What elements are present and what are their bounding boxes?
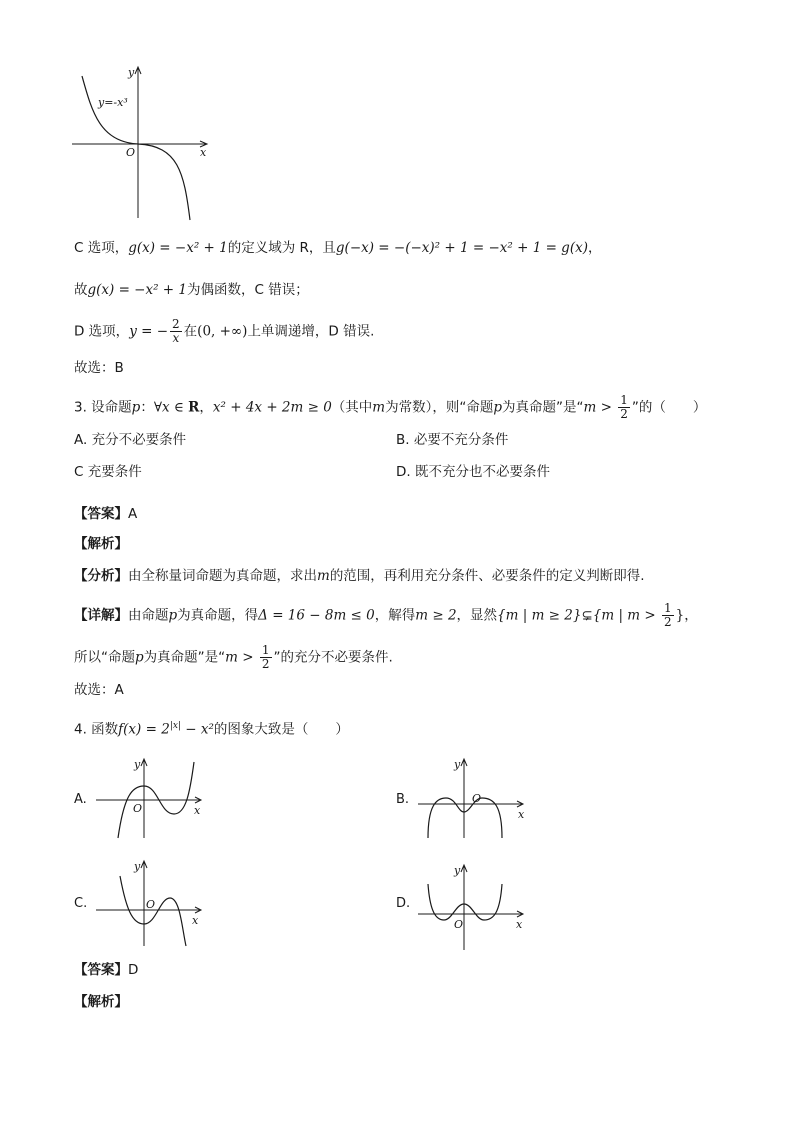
q3-jiexi: 【解析】 (74, 536, 128, 552)
c-option-line: C 选项，g(x) = −x² + 1的定义域为 R，且g(−x) = −(−x)² + 1 = −x² + 1 = g(x)， (74, 240, 602, 256)
y-axis-label: y (128, 66, 135, 79)
svg-text:O: O (454, 918, 464, 931)
q4-answer: 【答案】D (74, 962, 139, 978)
q3-option-b: B. 必要不充分条件 (396, 432, 509, 448)
select-b: 故选：B (74, 360, 124, 376)
origin-label: O (126, 146, 136, 159)
svg-text:y: y (134, 758, 141, 771)
curve-d (428, 884, 502, 920)
q4-graph-b (418, 756, 530, 840)
curve-label: y=-x³ (98, 96, 128, 109)
q4-option-a-label: A. (74, 792, 87, 807)
svg-text:x: x (194, 804, 201, 817)
q3-xiangjie: 【详解】由命题p为真命题，得Δ = 16 − 8m ≤ 0，解得m ≥ 2，显然{m | m ≥ 2}⊊{m | m > $\frac{1}{2}$ }， (74, 601, 698, 629)
d-option-line: D 选项，y = − $\frac{2}{x}$ 在(0, +∞)上单调递增，D 错误. (74, 317, 375, 345)
graph-y-neg-x-cubed (66, 62, 216, 222)
q3-answer: 【答案】A (74, 506, 138, 522)
x-axis-label: x (200, 146, 207, 159)
q4-jiexi: 【解析】 (74, 994, 128, 1010)
q4-option-b-label: B. (396, 792, 410, 807)
c-conclusion-line: 故g(x) = −x² + 1为偶函数，C 错误； (74, 282, 309, 298)
q3-fenxi: 【分析】由全称量词命题为真命题，求出m的范围，再利用充分条件、必要条件的定义判断即得. (74, 568, 645, 584)
q3-conclusion: 所以“命题p为真命题”是“m > $\frac{1}{2}$ ”的充分不必要条件. (74, 643, 393, 671)
svg-text:O: O (146, 898, 156, 911)
svg-text:O: O (133, 802, 143, 815)
q3-option-a: A. 充分不必要条件 (74, 432, 187, 448)
q4-graph-c (96, 858, 206, 948)
q3-option-c: C 充要条件 (74, 464, 142, 480)
curve-c (120, 876, 186, 946)
svg-text:O: O (472, 792, 482, 805)
q4-graph-a (96, 756, 206, 840)
svg-text:x: x (192, 914, 199, 927)
question-3: 3. 设命题p：∀x ∈ R，x² + 4x + 2m ≥ 0（其中m为常数），则“命题p为真命题”是“m > $\frac{1}{2}$ ”的（ ） (74, 393, 707, 421)
q4-option-c-label: C. (74, 896, 88, 911)
select-a: 故选：A (74, 682, 124, 698)
svg-text:x: x (518, 808, 525, 821)
question-4: 4. 函数$f(x) = 2^{|x|} - x^2$的图象大致是（ ） (74, 721, 349, 738)
q4-graph-d (418, 862, 530, 952)
svg-text:y: y (454, 864, 461, 877)
q4-option-d-label: D. (396, 896, 411, 911)
math-g-even: g(−x) = −(−x)² + 1 = −x² + 1 = g(x) (335, 240, 588, 256)
svg-text:x: x (516, 918, 523, 931)
svg-text:y: y (134, 860, 141, 873)
math-g-def: g(x) = −x² + 1 (128, 240, 228, 256)
q3-option-d: D. 既不充分也不必要条件 (396, 464, 550, 480)
svg-text:y: y (454, 758, 461, 771)
